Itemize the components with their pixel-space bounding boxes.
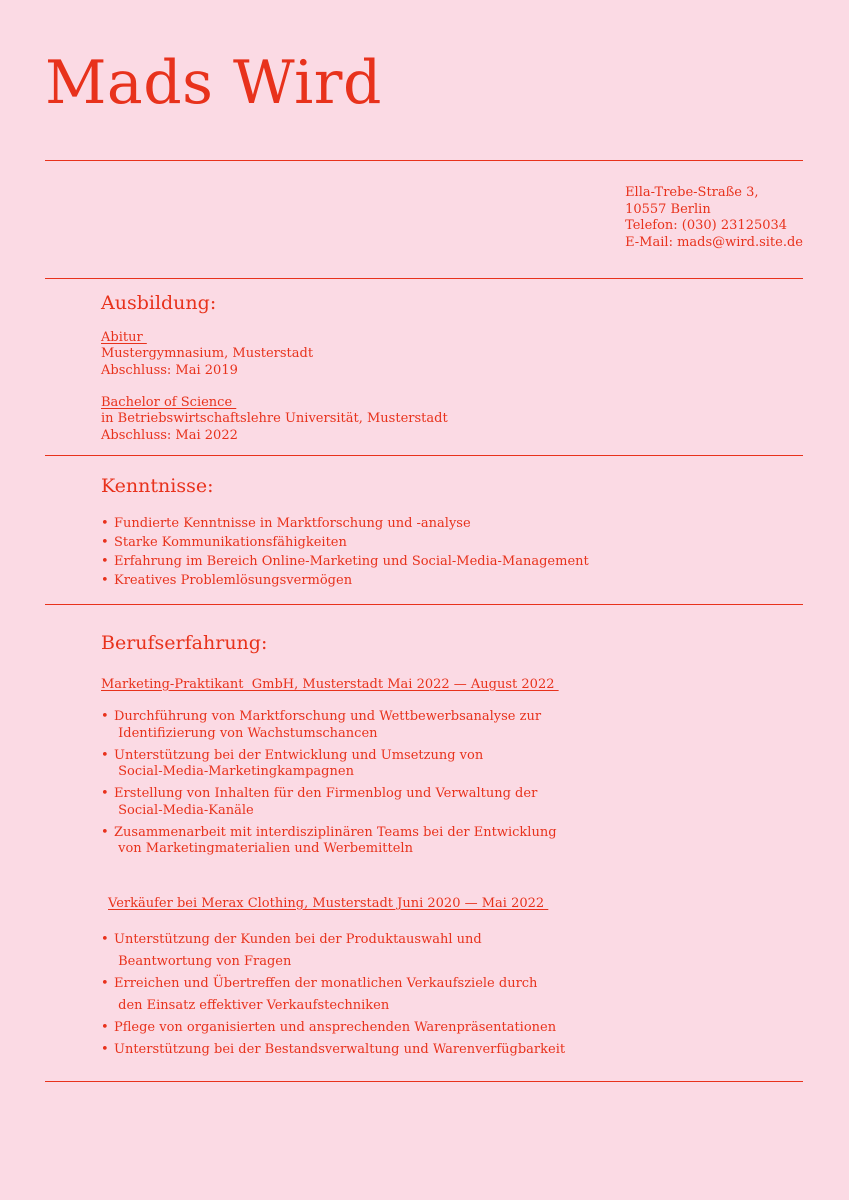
list-item: • Starke Kommunikationsfähigkeiten: [101, 533, 589, 552]
divider: [45, 455, 803, 456]
contact-email: E-Mail: mads@wird.site.de: [625, 234, 803, 250]
education-title: Abitur: [101, 330, 147, 345]
list-item: • Unterstützung bei der Entwicklung und Umsetzung von Social-Media-Marketingkampagnen: [101, 748, 557, 781]
list-item: • Zusammenarbeit mit interdisziplinären Teams bei der Entwicklung von Marketingmaterialien und Werbemitteln: [101, 825, 557, 858]
list-item: • Erstellung von Inhalten für den Firmenblog und Verwaltung der Social-Media-Kanäle: [101, 786, 557, 819]
contact-city: 10557 Berlin: [625, 201, 711, 217]
list-item: • Erfahrung im Bereich Online-Marketing und Social-Media-Management: [101, 552, 589, 571]
job-title: Marketing-Praktikant GmbH, Musterstadt Mai 2022 — August 2022: [101, 677, 559, 692]
contact-street: Ella-Trebe-Straße 3,: [625, 185, 759, 200]
contact-phone: Telefon: (030) 23125034: [625, 218, 788, 233]
education-school: Mustergymnasium, Musterstadt: [101, 346, 314, 362]
list-item: • Durchführung von Marktforschung und Wettbewerbsanalyse zur Identifizierung von Wachstumschancen: [101, 709, 557, 742]
list-item: • Unterstützung der Kunden bei der Produktauswahl und Beantwortung von Fragen: [101, 929, 565, 973]
skills-heading: Kenntnisse:: [101, 475, 214, 497]
divider: [45, 278, 803, 279]
experience-heading: Berufserfahrung:: [101, 632, 268, 654]
list-item: • Erreichen und Übertreffen der monatlichen Verkaufsziele durch den Einsatz effektiver Verkaufstechniken: [101, 973, 565, 1017]
education-title: Bachelor of Science: [101, 395, 237, 410]
list-item: • Pflege von organisierten und ansprechenden Warenpräsentationen: [101, 1017, 565, 1039]
page-title: Mads Wird: [45, 48, 382, 118]
job-bullets: [101, 709, 557, 863]
education-heading: Ausbildung:: [101, 292, 217, 314]
divider: [45, 604, 803, 605]
divider: [45, 1081, 803, 1082]
list-item: • Kreatives Problemlösungsvermögen: [101, 571, 589, 590]
contact-block: [625, 185, 803, 251]
list-item: • Fundierte Kenntnisse in Marktforschung und -analyse: [101, 514, 589, 533]
divider: [45, 160, 803, 161]
job-bullets: [101, 929, 565, 1061]
education-end: Abschluss: Mai 2022: [101, 427, 238, 443]
education-entry: [101, 395, 448, 444]
skills-list: [101, 514, 589, 590]
list-item: • Unterstützung bei der Bestandsverwaltung und Warenverfügbarkeit: [101, 1039, 565, 1061]
education-entry: [101, 330, 313, 379]
job-title: Verkäufer bei Merax Clothing, Musterstadt Juni 2020 — Mai 2022: [108, 896, 549, 911]
education-school: in Betriebswirtschaftslehre Universität, Musterstadt: [101, 411, 448, 427]
education-end: Abschluss: Mai 2019: [101, 362, 238, 378]
